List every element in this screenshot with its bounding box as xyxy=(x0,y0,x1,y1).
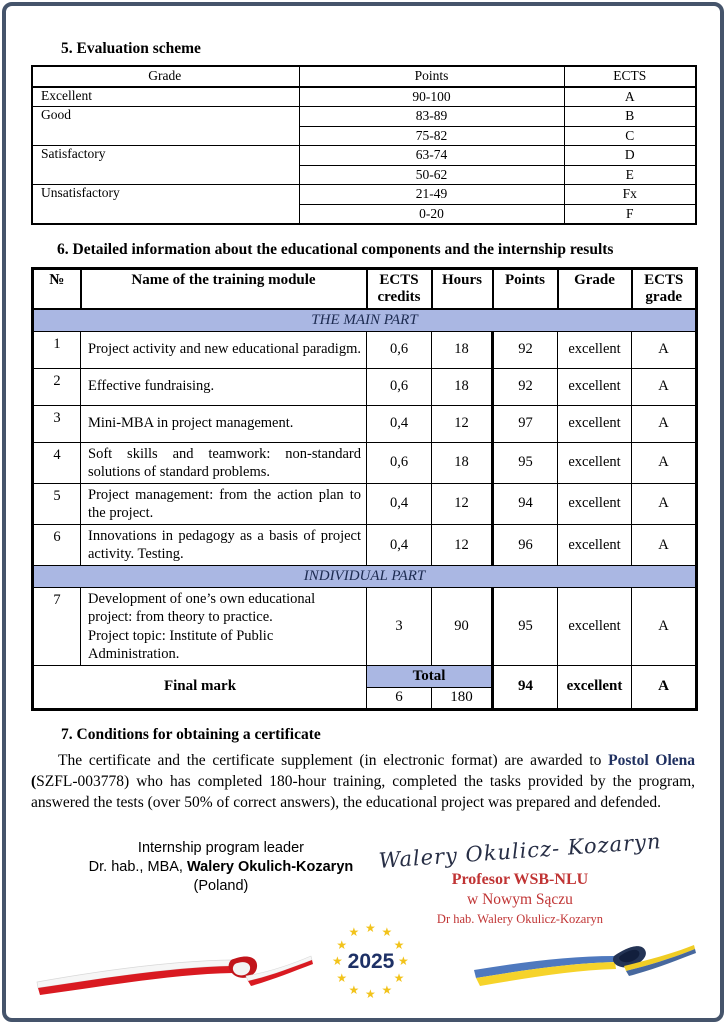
section5-title: 5. Evaluation scheme xyxy=(61,40,201,57)
module-name xyxy=(81,588,367,666)
module-grade: excellent xyxy=(558,483,632,524)
grade-cell: Good xyxy=(32,107,299,146)
module-credits: 0,6 xyxy=(367,368,432,405)
eu-star-icon: ★ xyxy=(381,982,393,997)
header-points: Points xyxy=(299,66,564,87)
module-ects: A xyxy=(632,331,697,368)
points-cell: 21-49 xyxy=(299,185,564,205)
module-num: 2 xyxy=(33,368,81,405)
grade-cell: Satisfactory xyxy=(32,146,299,185)
recipient-code: SZFL-003778) xyxy=(36,772,130,790)
eu-star-icon: ★ xyxy=(336,970,348,985)
module-credits: 0,4 xyxy=(367,525,432,566)
section7-title: 7. Conditions for obtaining a certificate xyxy=(61,725,321,743)
module-row xyxy=(33,405,697,442)
eu-stars xyxy=(328,916,414,1008)
table-row xyxy=(32,185,696,205)
header-module-name: Name of the training module xyxy=(81,269,367,309)
header-points: Points xyxy=(493,269,558,309)
header-grade: Grade xyxy=(558,269,632,309)
module-name: Project activity and new educational paradigm. xyxy=(81,331,367,368)
ects-cell: C xyxy=(564,126,696,146)
ects-cell: B xyxy=(564,107,696,127)
total-credits: 6 xyxy=(367,687,432,709)
module-row xyxy=(33,525,697,566)
points-cell: 90-100 xyxy=(299,87,564,107)
grade-cell: Excellent xyxy=(32,87,299,107)
footer-year: 2025 xyxy=(347,950,395,973)
module-name: Mini-MBA in project management. xyxy=(81,405,367,442)
individual-part-label: INDIVIDUAL PART xyxy=(33,566,697,588)
code-paren: ( xyxy=(31,772,37,790)
module-grade: excellent xyxy=(558,525,632,566)
module-hours: 90 xyxy=(432,588,493,666)
module-grade: excellent xyxy=(558,331,632,368)
module-ects: A xyxy=(632,405,697,442)
page-content xyxy=(6,6,720,927)
module-hours: 18 xyxy=(432,331,493,368)
ects-cell: F xyxy=(564,204,696,224)
ects-cell: D xyxy=(564,146,696,166)
eu-star-icon: ★ xyxy=(393,970,405,985)
points-cell: 0-20 xyxy=(299,204,564,224)
module-points: 97 xyxy=(493,405,558,442)
module-ects: A xyxy=(632,368,697,405)
section6-title: 6. Detailed information about the educational components and the internship results xyxy=(57,241,614,258)
module-row xyxy=(33,368,697,405)
table-row xyxy=(32,87,696,107)
eu-star-icon: ★ xyxy=(398,954,409,968)
module-num: 5 xyxy=(33,483,81,524)
leader-name: Walery Okulich-Kozaryn xyxy=(186,858,354,875)
final-mark-label: Final mark xyxy=(33,665,367,709)
leader-name-line xyxy=(69,858,373,877)
total-label: Total xyxy=(367,665,493,687)
table-header-row xyxy=(32,66,696,87)
module-hours: 12 xyxy=(432,405,493,442)
final-points: 94 xyxy=(493,665,558,709)
signer-name: Dr hab. Walery Okulicz-Kozaryn xyxy=(436,911,603,926)
header-num: № xyxy=(33,269,81,309)
module-points: 92 xyxy=(493,331,558,368)
eu-star-icon: ★ xyxy=(336,937,348,952)
main-part-band xyxy=(33,309,697,332)
poland-flag-ribbon-icon xyxy=(34,934,316,1004)
module-points: 94 xyxy=(493,483,558,524)
points-cell: 63-74 xyxy=(299,146,564,166)
module-name: Innovations in pedagogy as a basis of project activity. Testing. xyxy=(81,525,367,566)
module-credits: 0,4 xyxy=(367,405,432,442)
module-row xyxy=(33,483,697,524)
module-ects: A xyxy=(632,442,697,483)
module-credits: 0,4 xyxy=(367,483,432,524)
handwritten-signature: Walery Okulicz- Kozaryn xyxy=(377,829,663,873)
signer-title: Profesor WSB-NLU xyxy=(451,870,589,888)
ects-cell: E xyxy=(564,165,696,185)
main-part-label: THE MAIN PART xyxy=(33,309,697,332)
module-name-line: Project topic: Institute of Public Administration. xyxy=(88,627,274,662)
module-points: 96 xyxy=(493,525,558,566)
points-cell: 75-82 xyxy=(299,126,564,146)
module-hours: 18 xyxy=(432,368,493,405)
module-name: Effective fundraising. xyxy=(81,368,367,405)
module-grade: excellent xyxy=(558,588,632,666)
certificate-page xyxy=(2,2,724,1022)
module-points: 95 xyxy=(493,442,558,483)
eu-star-icon: ★ xyxy=(365,987,376,1001)
module-row xyxy=(33,588,697,666)
module-row xyxy=(33,331,697,368)
module-hours: 18 xyxy=(432,442,493,483)
eu-star-icon: ★ xyxy=(365,921,376,935)
module-grade: excellent xyxy=(558,442,632,483)
module-name: Soft skills and teamwork: non-standard solutions of standard problems. xyxy=(81,442,367,483)
module-credits: 0,6 xyxy=(367,442,432,483)
table-header-row xyxy=(33,269,697,309)
module-points: 95 xyxy=(493,588,558,666)
module-num: 4 xyxy=(33,442,81,483)
module-row xyxy=(33,442,697,483)
page-footer xyxy=(6,912,720,1012)
header-ects-grade: ECTS grade xyxy=(632,269,697,309)
individual-part-band xyxy=(33,566,697,588)
table-row xyxy=(32,146,696,166)
module-num: 7 xyxy=(33,588,81,666)
module-ects: A xyxy=(632,588,697,666)
final-grade: excellent xyxy=(558,665,632,709)
total-hours: 180 xyxy=(432,687,493,709)
eu-star-icon: ★ xyxy=(348,982,360,997)
module-credits: 0,6 xyxy=(367,331,432,368)
final-ects: A xyxy=(632,665,697,709)
table-row xyxy=(32,107,696,127)
header-ects: ECTS xyxy=(564,66,696,87)
module-name-line: Development of one’s own educational project: from theory to practice. xyxy=(88,591,316,626)
conditions-text: who has completed 180-hour training, completed the tasks provided by the program, answered the tests (over 50% of correct answers), the educational project was prepared and defended. xyxy=(31,772,696,811)
module-grade: excellent xyxy=(558,405,632,442)
ukraine-flag-ribbon-icon xyxy=(472,926,700,996)
eu-star-icon: ★ xyxy=(332,954,343,968)
module-credits: 3 xyxy=(367,588,432,666)
leader-titles: Dr. hab., MBA, xyxy=(88,858,187,875)
module-num: 6 xyxy=(33,525,81,566)
module-points: 92 xyxy=(493,368,558,405)
module-hours: 12 xyxy=(432,525,493,566)
module-num: 3 xyxy=(33,405,81,442)
conditions-text: The certificate and the certificate supplement (in electronic format) are awarded to xyxy=(58,751,602,769)
recipient-name: Postol Olena xyxy=(608,751,695,769)
final-mark-row xyxy=(33,665,697,687)
signer-location: w Nowym Sączu xyxy=(467,890,573,908)
eu-star-icon: ★ xyxy=(348,925,360,940)
module-ects: A xyxy=(632,483,697,524)
header-credits: ECTS credits xyxy=(367,269,432,309)
module-hours: 12 xyxy=(432,483,493,524)
leader-role: Internship program leader xyxy=(137,839,304,856)
conditions-paragraph xyxy=(31,750,695,813)
leader-country: (Poland) xyxy=(193,877,249,894)
grade-cell: Unsatisfactory xyxy=(32,185,299,225)
ects-cell: Fx xyxy=(564,185,696,205)
module-num: 1 xyxy=(33,331,81,368)
points-cell: 50-62 xyxy=(299,165,564,185)
header-hours: Hours xyxy=(432,269,493,309)
evaluation-scheme-table xyxy=(31,65,697,225)
eu-star-icon: ★ xyxy=(381,925,393,940)
eu-star-icon: ★ xyxy=(393,937,405,952)
modules-table xyxy=(31,267,698,711)
points-cell: 83-89 xyxy=(299,107,564,127)
module-ects: A xyxy=(632,525,697,566)
module-name: Project management: from the action plan to the project. xyxy=(81,483,367,524)
header-grade: Grade xyxy=(32,66,299,87)
ects-cell: A xyxy=(564,87,696,107)
module-grade: excellent xyxy=(558,368,632,405)
